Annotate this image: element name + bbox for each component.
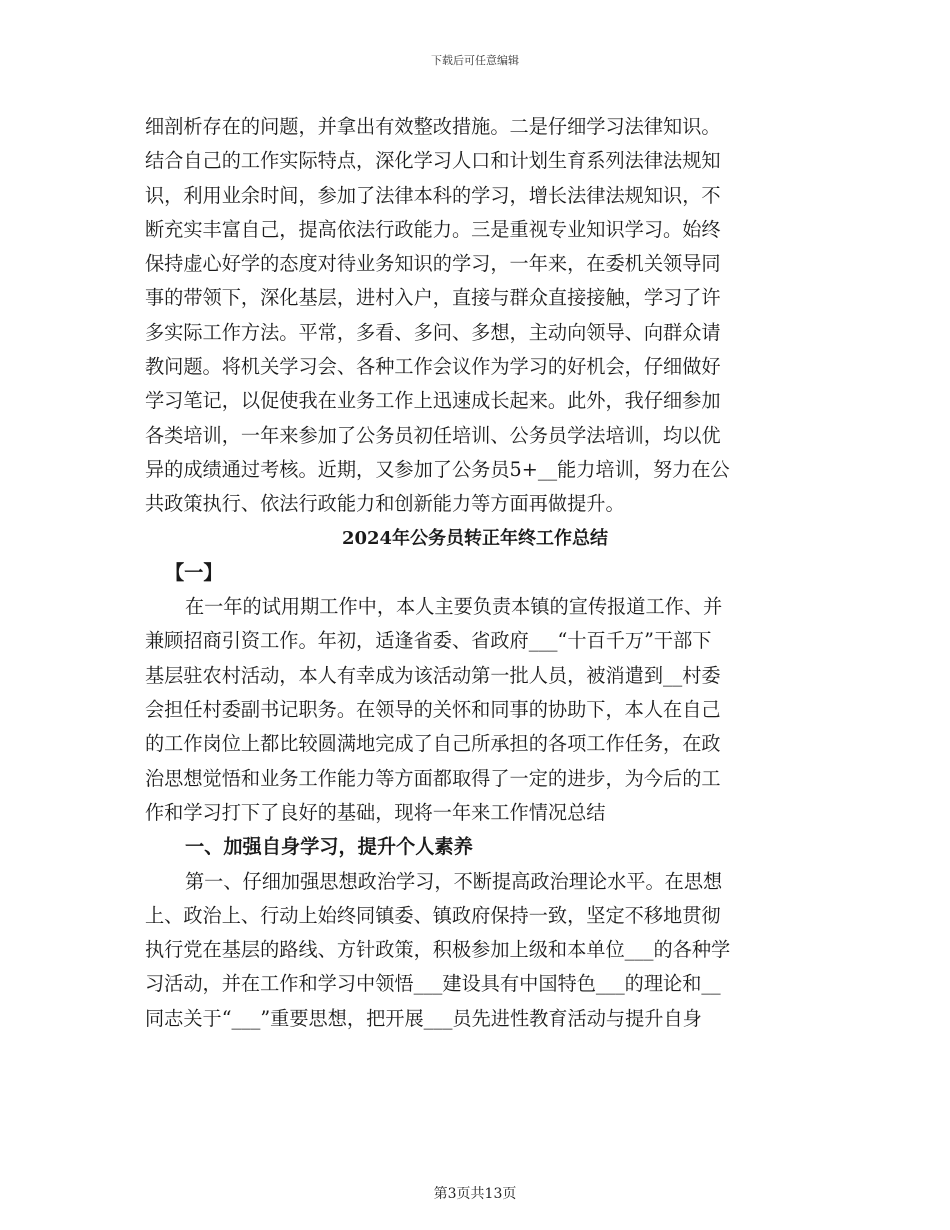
body-line: 执行党在基层的路线、方针政策，积极参加上级和本单位___的各种学 bbox=[145, 938, 731, 962]
body-line: 同志关于“___”重要思想，把开展___员先进性教育活动与提升自身 bbox=[145, 1006, 702, 1030]
body-line: 上、政治上、行动上始终同镇委、镇政府保持一致，坚定不移地贯彻 bbox=[145, 903, 721, 927]
body-line: 的工作岗位上都比较圆满地完成了自己所承担的各项工作任务，在政 bbox=[145, 732, 721, 756]
page-footer: 第3页共13页 bbox=[433, 1186, 517, 1202]
body-line: 第一、仔细加强思想政治学习，不断提高政治理论水平。在思想 bbox=[185, 869, 723, 893]
body-line: 共政策执行、依法行政能力和创新能力等方面再做提升。 bbox=[145, 492, 625, 516]
body-line: 各类培训，一年来参加了公务员初任培训、公务员学法培训，均以优 bbox=[145, 423, 721, 447]
body-line: 识，利用业余时间，参加了法律本科的学习，增长法律法规知识，不 bbox=[145, 183, 721, 207]
body-line: 会担任村委副书记职务。在领导的关怀和同事的协助下，本人在自己 bbox=[145, 698, 721, 722]
body-line: 兼顾招商引资工作。年初，适逢省委、省政府___“十百千万”干部下 bbox=[145, 629, 712, 653]
document-body bbox=[145, 110, 805, 1036]
body-line: 作和学习打下了良好的基础，现将一年来工作情况总结 bbox=[145, 800, 606, 824]
body-line: 在一年的试用期工作中，本人主要负责本镇的宣传报道工作、并 bbox=[185, 595, 723, 619]
body-line: 多实际工作方法。平常，多看、多问、多想，主动向领导、向群众请 bbox=[145, 320, 721, 344]
body-line: 保持虚心好学的态度对待业务知识的学习，一年来，在委机关领导同 bbox=[145, 252, 721, 276]
section-heading: 一、加强自身学习，提升个人素养 bbox=[185, 835, 473, 859]
body-line: 结合自己的工作实际特点，深化学习人口和计划生育系列法律法规知 bbox=[145, 149, 721, 173]
page-header: 下载后可任意编辑 bbox=[431, 54, 519, 67]
body-line: 异的成绩通过考核。近期，又参加了公务员5+__能力培训，努力在公 bbox=[145, 457, 730, 481]
body-line: 学习笔记，以促使我在业务工作上迅速成长起来。此外，我仔细参加 bbox=[145, 389, 721, 413]
section-title: 2024年公务员转正年终工作总结 bbox=[341, 527, 609, 549]
body-line: 基层驻农村活动，本人有幸成为该活动第一批人员，被消遣到__村委 bbox=[145, 663, 721, 687]
body-line: 教问题。将机关学习会、各种工作会议作为学习的好机会，仔细做好 bbox=[145, 355, 721, 379]
body-line: 习活动，并在工作和学习中领悟___建设具有中国特色___的理论和__ bbox=[145, 972, 721, 996]
body-line: 断充实丰富自己，提高依法行政能力。三是重视专业知识学习。始终 bbox=[145, 217, 721, 241]
body-line: 细剖析存在的问题，并拿出有效整改措施。二是仔细学习法律知识。 bbox=[145, 115, 721, 138]
subsection-marker: 【一】 bbox=[165, 560, 223, 584]
body-line: 治思想觉悟和业务工作能力等方面都取得了一定的进步，为今后的工 bbox=[145, 766, 721, 790]
body-line: 事的带领下，深化基层，进村入户，直接与群众直接接触，学习了许 bbox=[145, 286, 721, 310]
